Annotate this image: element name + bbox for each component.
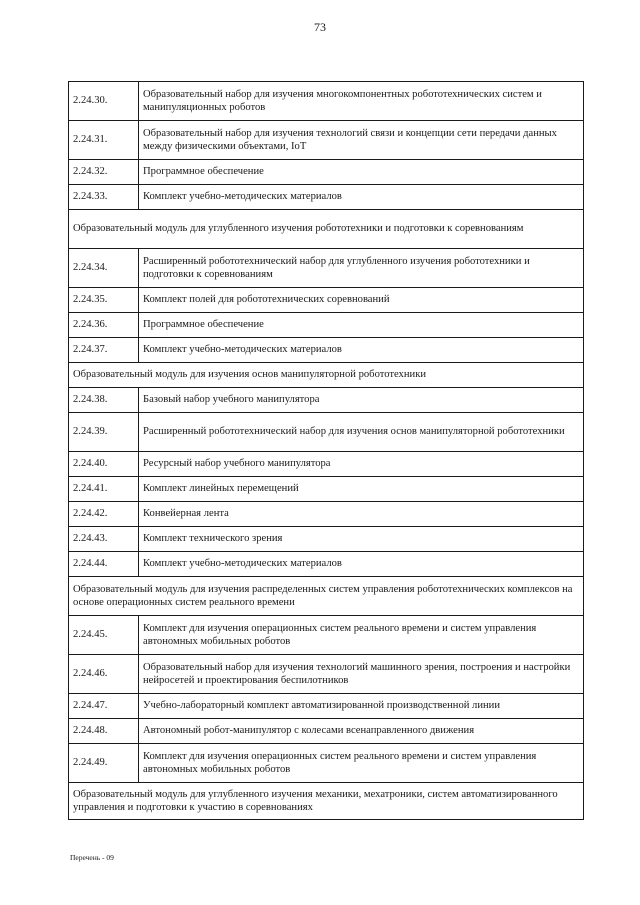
table-row xyxy=(69,121,584,160)
item-number: 2.24.34. xyxy=(69,249,139,288)
item-number: 2.24.36. xyxy=(69,313,139,338)
item-description: Комплект учебно-методических материалов xyxy=(139,552,584,577)
table-row xyxy=(69,744,584,783)
item-number: 2.24.46. xyxy=(69,655,139,694)
table-row xyxy=(69,249,584,288)
table-row xyxy=(69,160,584,185)
item-description: Программное обеспечение xyxy=(139,313,584,338)
table-row xyxy=(69,655,584,694)
item-description: Конвейерная лента xyxy=(139,502,584,527)
item-number: 2.24.35. xyxy=(69,288,139,313)
item-description: Образовательный набор для изучения технологий связи и концепции сети передачи данных между физическими объектами, IoT xyxy=(139,121,584,160)
item-number: 2.24.49. xyxy=(69,744,139,783)
equipment-table-body xyxy=(69,82,584,820)
table-row xyxy=(69,694,584,719)
table-row xyxy=(69,527,584,552)
table-row xyxy=(69,388,584,413)
item-description: Программное обеспечение xyxy=(139,160,584,185)
section-title: Образовательный модуль для изучения основ манипуляторной робототехники xyxy=(69,363,584,388)
table-row xyxy=(69,338,584,363)
page-number: 73 xyxy=(314,20,326,34)
table-row xyxy=(69,719,584,744)
table-row xyxy=(69,413,584,452)
item-number: 2.24.43. xyxy=(69,527,139,552)
item-description: Автономный робот-манипулятор с колесами всенаправленного движения xyxy=(139,719,584,744)
section-header-row xyxy=(69,783,584,820)
item-description: Учебно-лабораторный комплект автоматизированной производственной линии xyxy=(139,694,584,719)
item-number: 2.24.45. xyxy=(69,616,139,655)
section-header-row xyxy=(69,577,584,616)
equipment-table xyxy=(68,81,584,820)
item-description: Комплект учебно-методических материалов xyxy=(139,338,584,363)
section-header-row xyxy=(69,363,584,388)
item-number: 2.24.47. xyxy=(69,694,139,719)
table-row xyxy=(69,616,584,655)
item-number: 2.24.44. xyxy=(69,552,139,577)
item-number: 2.24.32. xyxy=(69,160,139,185)
item-number: 2.24.31. xyxy=(69,121,139,160)
table-row xyxy=(69,185,584,210)
table-row xyxy=(69,552,584,577)
item-number: 2.24.41. xyxy=(69,477,139,502)
item-description: Расширенный робототехнический набор для изучения основ манипуляторной робототехники xyxy=(139,413,584,452)
item-description: Образовательный набор для изучения технологий машинного зрения, построения и настройки нейросетей и проектирования беспилотников xyxy=(139,655,584,694)
table-row xyxy=(69,452,584,477)
table-row xyxy=(69,502,584,527)
item-number: 2.24.39. xyxy=(69,413,139,452)
item-description: Комплект технического зрения xyxy=(139,527,584,552)
item-description: Комплект для изучения операционных систем реального времени и систем управления автономных мобильных роботов xyxy=(139,616,584,655)
item-number: 2.24.33. xyxy=(69,185,139,210)
item-description: Комплект полей для робототехнических соревнований xyxy=(139,288,584,313)
item-description: Базовый набор учебного манипулятора xyxy=(139,388,584,413)
item-number: 2.24.42. xyxy=(69,502,139,527)
item-number: 2.24.40. xyxy=(69,452,139,477)
item-description: Комплект для изучения операционных систем реального времени и систем управления автономных мобильных роботов xyxy=(139,744,584,783)
item-number: 2.24.37. xyxy=(69,338,139,363)
table-row xyxy=(69,313,584,338)
item-description: Комплект линейных перемещений xyxy=(139,477,584,502)
section-title: Образовательный модуль для изучения распределенных систем управления робототехнических комплексов на основе операционных систем реального времени xyxy=(69,577,584,616)
item-number: 2.24.48. xyxy=(69,719,139,744)
table-row xyxy=(69,82,584,121)
section-title: Образовательный модуль для углубленного изучения механики, мехатроники, систем автоматизированного управления и подготовки к участию в соревнованиях xyxy=(69,783,584,820)
table-row xyxy=(69,288,584,313)
item-description: Образовательный набор для изучения многокомпонентных робототехнических систем и манипуляционных роботов xyxy=(139,82,584,121)
item-description: Расширенный робототехнический набор для углубленного изучения робототехники и подготовки к соревнованиям xyxy=(139,249,584,288)
table-row xyxy=(69,477,584,502)
section-header-row xyxy=(69,210,584,249)
item-description: Ресурсный набор учебного манипулятора xyxy=(139,452,584,477)
section-title: Образовательный модуль для углубленного изучения робототехники и подготовки к соревнованиям xyxy=(69,210,584,249)
item-description: Комплект учебно-методических материалов xyxy=(139,185,584,210)
footer-label: Перечень - 09 xyxy=(70,853,114,862)
item-number: 2.24.30. xyxy=(69,82,139,121)
item-number: 2.24.38. xyxy=(69,388,139,413)
